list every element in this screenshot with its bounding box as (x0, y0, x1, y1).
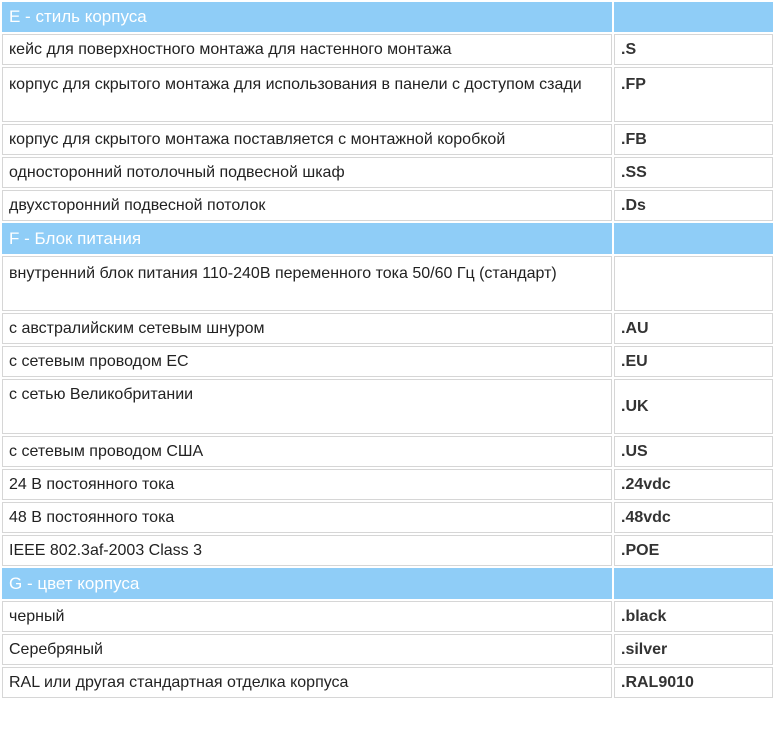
table-row (2, 157, 773, 188)
option-code (614, 256, 773, 311)
option-code: .POE (614, 535, 773, 566)
table-row (2, 535, 773, 566)
option-code: .US (614, 436, 773, 467)
table-row (2, 256, 773, 311)
section-code-empty (614, 223, 773, 254)
option-description: 24 В постоянного тока (2, 469, 612, 500)
option-description: с австралийским сетевым шнуром (2, 313, 612, 344)
option-description: корпус для скрытого монтажа поставляется с монтажной коробкой (2, 124, 612, 155)
table-row (2, 190, 773, 221)
option-description: Серебряный (2, 634, 612, 665)
table-row (2, 313, 773, 344)
option-description: с сетевым проводом ЕС (2, 346, 612, 377)
option-code: .24vdc (614, 469, 773, 500)
option-description: внутренний блок питания 110-240В переменного тока 50/60 Гц (стандарт) (2, 256, 612, 311)
table-row (2, 34, 773, 65)
option-code: .FP (614, 67, 773, 122)
option-code: .SS (614, 157, 773, 188)
table-row (2, 379, 773, 434)
option-description: с сетевым проводом США (2, 436, 612, 467)
option-description: черный (2, 601, 612, 632)
option-code: .AU (614, 313, 773, 344)
option-code: .silver (614, 634, 773, 665)
section-title: F - Блок питания (2, 223, 612, 254)
option-code: .FB (614, 124, 773, 155)
option-description: двухсторонний подвесной потолок (2, 190, 612, 221)
section-title: G - цвет корпуса (2, 568, 612, 599)
section-code-empty (614, 2, 773, 32)
table-row (2, 67, 773, 122)
option-description: RAL или другая стандартная отделка корпуса (2, 667, 612, 698)
option-code: .UK (614, 379, 773, 434)
table-row (2, 601, 773, 632)
option-description: IEEE 802.3af-2003 Class 3 (2, 535, 612, 566)
option-description: с сетью Великобритании (2, 379, 612, 434)
table-row (2, 667, 773, 698)
section-code-empty (614, 568, 773, 599)
option-code: .48vdc (614, 502, 773, 533)
table-row (2, 469, 773, 500)
table-row (2, 436, 773, 467)
table-row (2, 346, 773, 377)
section-header-f (2, 223, 773, 254)
table-row (2, 502, 773, 533)
table-row (2, 124, 773, 155)
option-description: кейс для поверхностного монтажа для настенного монтажа (2, 34, 612, 65)
option-code: .black (614, 601, 773, 632)
option-description: односторонний потолочный подвесной шкаф (2, 157, 612, 188)
option-code: .Ds (614, 190, 773, 221)
option-code: .EU (614, 346, 773, 377)
option-description: корпус для скрытого монтажа для использования в панели с доступом сзади (2, 67, 612, 122)
option-code: .RAL9010 (614, 667, 773, 698)
table-row (2, 634, 773, 665)
option-description: 48 В постоянного тока (2, 502, 612, 533)
section-title: E - стиль корпуса (2, 2, 612, 32)
option-code: .S (614, 34, 773, 65)
section-header-e (2, 2, 773, 32)
section-header-g (2, 568, 773, 599)
